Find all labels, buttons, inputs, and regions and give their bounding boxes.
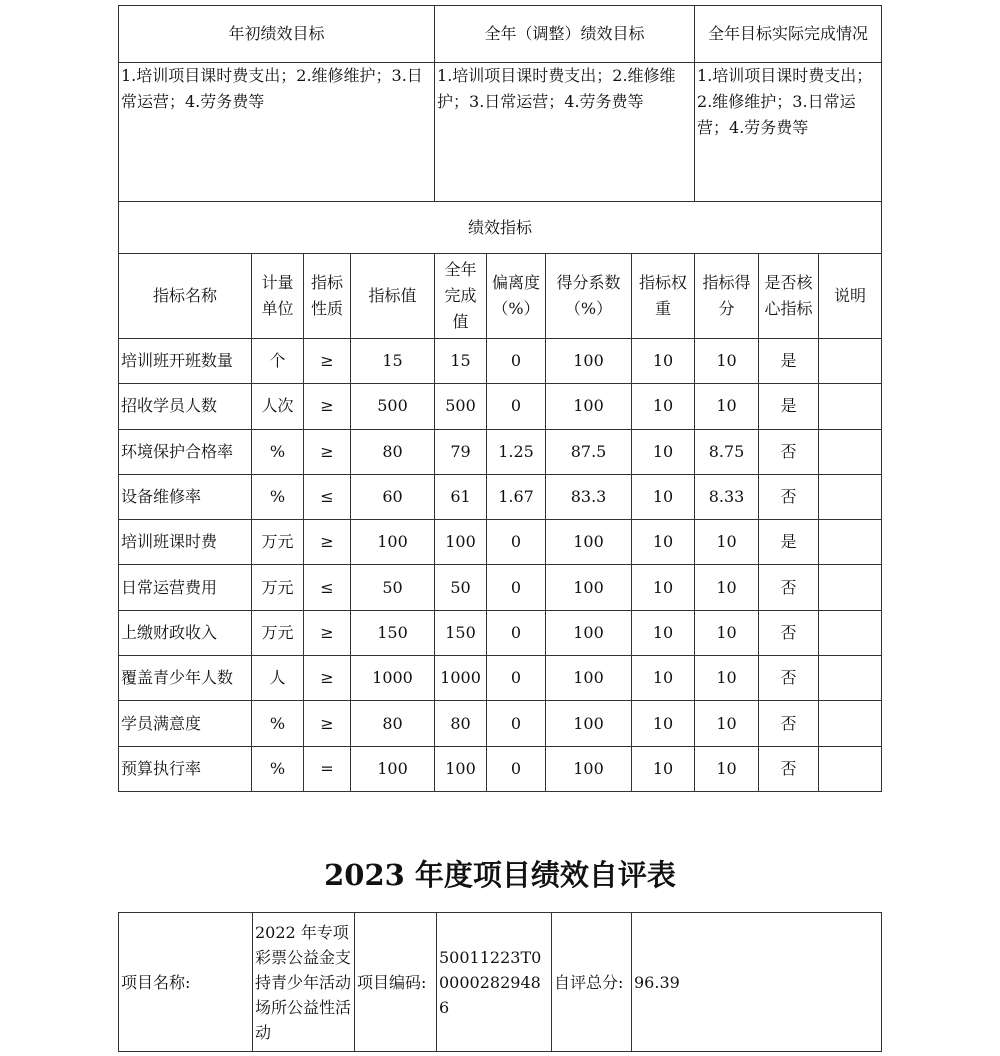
cell-deviation: 0	[487, 746, 546, 791]
cell-target-value: 150	[351, 610, 435, 655]
cell-score-coefficient: 100	[546, 656, 632, 701]
cell-note	[819, 339, 882, 384]
cell-target-value: 15	[351, 339, 435, 384]
cell-indicator-name: 日常运营费用	[119, 565, 252, 610]
cell-deviation: 0	[487, 656, 546, 701]
cell-unit: %	[252, 701, 304, 746]
cell-nature: ≤	[304, 474, 351, 519]
cell-indicator-name: 环境保护合格率	[119, 429, 252, 474]
cell-actual-value: 15	[435, 339, 487, 384]
self-score-value: 96.39	[632, 913, 882, 1052]
cell-unit: %	[252, 746, 304, 791]
cell-score-coefficient: 100	[546, 384, 632, 429]
cell-nature: ≥	[304, 384, 351, 429]
cell-deviation: 0	[487, 610, 546, 655]
cell-weight: 10	[632, 610, 695, 655]
cell-indicator-name: 学员满意度	[119, 701, 252, 746]
col-header-score-coefficient: 得分系数（%）	[546, 254, 632, 339]
cell-weight: 10	[632, 565, 695, 610]
project-code-value: 50011223T000002829486	[437, 913, 552, 1052]
cell-note	[819, 384, 882, 429]
cell-core-flag: 否	[759, 565, 819, 610]
cell-score-coefficient: 83.3	[546, 474, 632, 519]
cell-note	[819, 520, 882, 565]
table-row	[119, 474, 882, 519]
cell-indicator-name: 招收学员人数	[119, 384, 252, 429]
project-code-label: 项目编码:	[355, 913, 437, 1052]
cell-actual-value: 61	[435, 474, 487, 519]
cell-actual-value: 1000	[435, 656, 487, 701]
cell-indicator-name: 覆盖青少年人数	[119, 656, 252, 701]
col-header-indicator-name: 指标名称	[119, 254, 252, 339]
cell-weight: 10	[632, 429, 695, 474]
col-header-score: 指标得分	[695, 254, 759, 339]
cell-nature: ≥	[304, 701, 351, 746]
indicator-rows	[119, 339, 882, 792]
cell-score-coefficient: 100	[546, 746, 632, 791]
cell-actual-value: 150	[435, 610, 487, 655]
cell-score: 10	[695, 384, 759, 429]
indicators-section-title: 绩效指标	[119, 202, 882, 254]
cell-indicator-name: 上缴财政收入	[119, 610, 252, 655]
cell-actual-value: 80	[435, 701, 487, 746]
col-header-unit: 计量单位	[252, 254, 304, 339]
goal-content-actual: 1.培训项目课时费支出；2.维修维护；3.日常运营；4.劳务费等	[695, 63, 882, 202]
cell-nature: ≥	[304, 339, 351, 384]
goal-header-actual: 全年目标实际完成情况	[695, 6, 882, 63]
cell-note	[819, 565, 882, 610]
table-row	[119, 610, 882, 655]
project-info-table	[118, 912, 882, 1052]
cell-target-value: 80	[351, 701, 435, 746]
cell-score-coefficient: 100	[546, 339, 632, 384]
cell-unit: 人	[252, 656, 304, 701]
cell-actual-value: 50	[435, 565, 487, 610]
cell-note	[819, 474, 882, 519]
table-row	[119, 565, 882, 610]
cell-note	[819, 610, 882, 655]
cell-deviation: 0	[487, 520, 546, 565]
table-row	[119, 746, 882, 791]
cell-actual-value: 100	[435, 746, 487, 791]
cell-score-coefficient: 100	[546, 520, 632, 565]
cell-core-flag: 否	[759, 429, 819, 474]
cell-unit: 万元	[252, 520, 304, 565]
cell-core-flag: 否	[759, 701, 819, 746]
cell-deviation: 1.67	[487, 474, 546, 519]
cell-nature: ≥	[304, 520, 351, 565]
cell-indicator-name: 培训班课时费	[119, 520, 252, 565]
cell-note	[819, 746, 882, 791]
cell-score: 10	[695, 656, 759, 701]
cell-core-flag: 否	[759, 474, 819, 519]
col-header-nature: 指标性质	[304, 254, 351, 339]
cell-target-value: 50	[351, 565, 435, 610]
project-name-value: 2022 年专项彩票公益金支持青少年活动场所公益性活动	[253, 913, 355, 1052]
cell-score: 8.33	[695, 474, 759, 519]
cell-target-value: 60	[351, 474, 435, 519]
cell-deviation: 0	[487, 701, 546, 746]
cell-note	[819, 656, 882, 701]
cell-score-coefficient: 100	[546, 701, 632, 746]
cell-unit: 个	[252, 339, 304, 384]
col-header-note: 说明	[819, 254, 882, 339]
col-header-weight: 指标权重	[632, 254, 695, 339]
cell-deviation: 0	[487, 565, 546, 610]
cell-target-value: 1000	[351, 656, 435, 701]
cell-unit: 人次	[252, 384, 304, 429]
goal-header-adjusted: 全年（调整）绩效目标	[435, 6, 695, 63]
cell-weight: 10	[632, 384, 695, 429]
table-row	[119, 701, 882, 746]
cell-indicator-name: 预算执行率	[119, 746, 252, 791]
cell-actual-value: 79	[435, 429, 487, 474]
cell-target-value: 100	[351, 520, 435, 565]
goal-header-initial: 年初绩效目标	[119, 6, 435, 63]
table-row	[119, 384, 882, 429]
cell-core-flag: 是	[759, 520, 819, 565]
cell-score: 10	[695, 746, 759, 791]
cell-core-flag: 是	[759, 384, 819, 429]
cell-nature: ≤	[304, 565, 351, 610]
report-title: 2023 年度项目绩效自评表	[324, 858, 676, 892]
cell-core-flag: 否	[759, 656, 819, 701]
cell-score: 10	[695, 701, 759, 746]
table-row	[119, 656, 882, 701]
cell-unit: %	[252, 429, 304, 474]
col-header-core: 是否核心指标	[759, 254, 819, 339]
table-row	[119, 429, 882, 474]
cell-note	[819, 701, 882, 746]
cell-weight: 10	[632, 520, 695, 565]
col-header-actual-value: 全年完成值	[435, 254, 487, 339]
cell-nature: =	[304, 746, 351, 791]
cell-nature: ≥	[304, 656, 351, 701]
cell-unit: %	[252, 474, 304, 519]
cell-weight: 10	[632, 656, 695, 701]
cell-core-flag: 是	[759, 339, 819, 384]
cell-note	[819, 429, 882, 474]
cell-core-flag: 否	[759, 610, 819, 655]
cell-target-value: 80	[351, 429, 435, 474]
cell-unit: 万元	[252, 565, 304, 610]
cell-score-coefficient: 100	[546, 565, 632, 610]
cell-score: 8.75	[695, 429, 759, 474]
cell-weight: 10	[632, 339, 695, 384]
cell-weight: 10	[632, 746, 695, 791]
cell-target-value: 500	[351, 384, 435, 429]
cell-score: 10	[695, 565, 759, 610]
cell-score: 10	[695, 520, 759, 565]
performance-table	[118, 5, 882, 792]
cell-indicator-name: 培训班开班数量	[119, 339, 252, 384]
cell-target-value: 100	[351, 746, 435, 791]
cell-core-flag: 否	[759, 746, 819, 791]
self-score-label: 自评总分:	[552, 913, 632, 1052]
cell-score: 10	[695, 339, 759, 384]
cell-weight: 10	[632, 474, 695, 519]
cell-unit: 万元	[252, 610, 304, 655]
col-header-target-value: 指标值	[351, 254, 435, 339]
cell-score: 10	[695, 610, 759, 655]
cell-nature: ≥	[304, 429, 351, 474]
cell-indicator-name: 设备维修率	[119, 474, 252, 519]
table-row	[119, 520, 882, 565]
project-name-label: 项目名称:	[119, 913, 253, 1052]
cell-score-coefficient: 100	[546, 610, 632, 655]
cell-actual-value: 100	[435, 520, 487, 565]
cell-weight: 10	[632, 701, 695, 746]
goal-content-initial: 1.培训项目课时费支出；2.维修维护；3.日常运营；4.劳务费等	[119, 63, 435, 202]
cell-deviation: 0	[487, 339, 546, 384]
cell-actual-value: 500	[435, 384, 487, 429]
col-header-deviation: 偏离度（%）	[487, 254, 546, 339]
cell-deviation: 1.25	[487, 429, 546, 474]
table-row	[119, 339, 882, 384]
cell-nature: ≥	[304, 610, 351, 655]
indicators-header-row	[119, 254, 882, 339]
cell-deviation: 0	[487, 384, 546, 429]
goal-content-adjusted: 1.培训项目课时费支出；2.维修维护；3.日常运营；4.劳务费等	[435, 63, 695, 202]
cell-score-coefficient: 87.5	[546, 429, 632, 474]
